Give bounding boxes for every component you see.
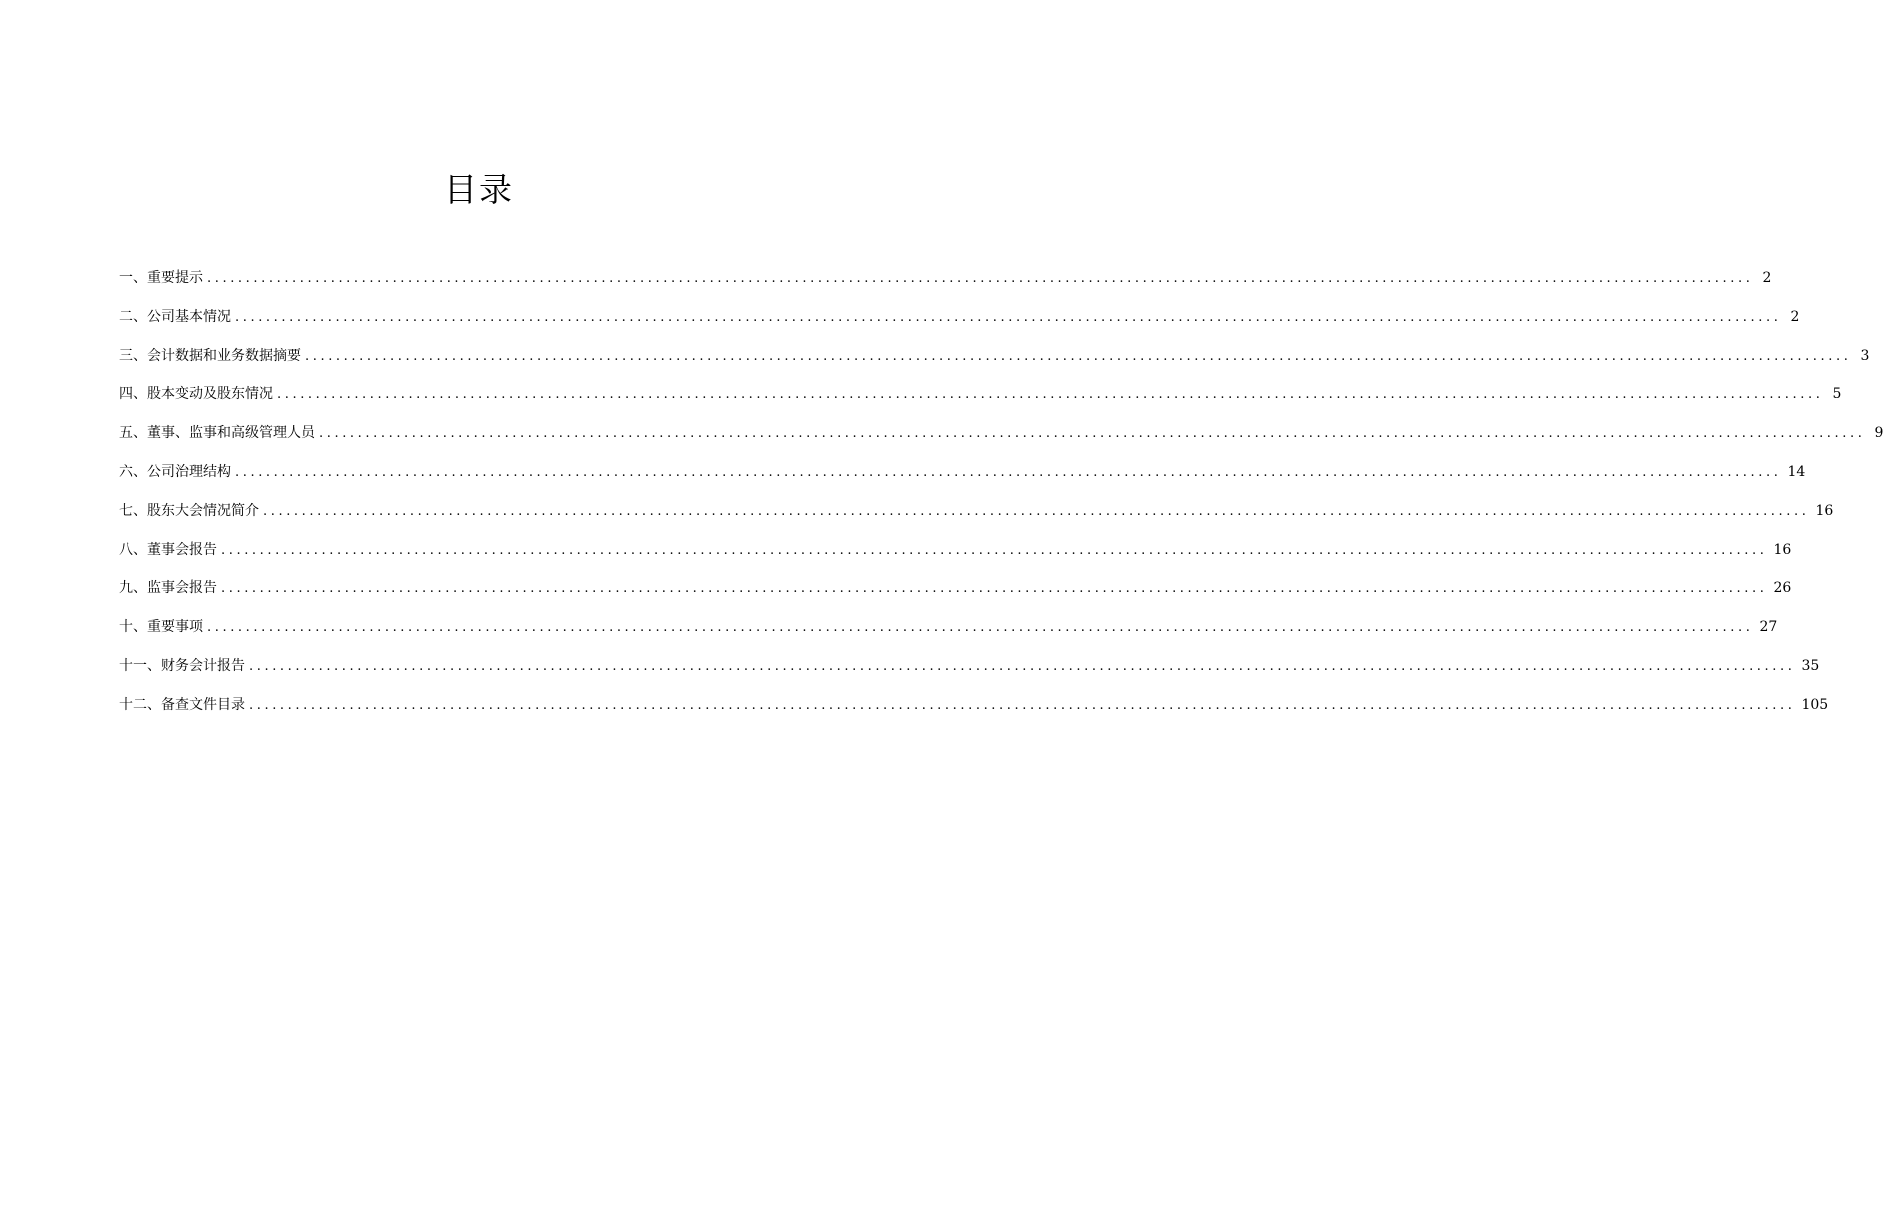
toc-entry-label: 三、会计数据和业务数据摘要 xyxy=(119,347,301,364)
toc-dot-leader: ........................................................................................................................................................................................................ xyxy=(207,620,1754,636)
toc-entry-page: 2 xyxy=(1790,308,1800,325)
toc-entry-page: 35 xyxy=(1801,657,1820,674)
toc-dot-leader: ........................................................................................................................................................................................................ xyxy=(263,503,1810,519)
toc-dot-leader: ........................................................................................................................................................................................................ xyxy=(277,387,1824,403)
toc-entry-page: 16 xyxy=(1815,502,1834,519)
toc-entry[interactable] xyxy=(119,264,1772,303)
toc-entry-label: 九、监事会报告 xyxy=(119,580,217,597)
toc-entry[interactable] xyxy=(119,419,1883,458)
toc-dot-leader: ........................................................................................................................................................................................................ xyxy=(221,581,1768,597)
toc-entry-label: 一、重要提示 xyxy=(119,270,203,286)
toc-entry[interactable] xyxy=(119,652,1820,691)
toc-dot-leader: ........................................................................................................................................................................................................ xyxy=(319,426,1866,442)
toc-entry[interactable] xyxy=(119,536,1792,575)
page-title: 目录 xyxy=(444,170,514,209)
toc-entry-page: 14 xyxy=(1787,463,1806,480)
toc-entry[interactable] xyxy=(119,303,1800,342)
toc-dot-leader: ........................................................................................................................................................................................................ xyxy=(249,658,1796,674)
toc-entry-page: 27 xyxy=(1759,619,1778,636)
toc-entry-label: 六、公司治理结构 xyxy=(119,463,231,480)
toc-dot-leader: ........................................................................................................................................................................................................ xyxy=(305,348,1852,364)
toc-entry[interactable] xyxy=(119,691,1829,730)
toc-entry[interactable] xyxy=(119,458,1806,497)
toc-dot-leader: ........................................................................................................................................................................................................ xyxy=(221,542,1768,558)
toc-dot-leader: ........................................................................................................................................................................................................ xyxy=(235,464,1782,480)
toc-entry-page: 105 xyxy=(1801,696,1829,713)
toc-entry-label: 十二、备查文件目录 xyxy=(119,696,245,713)
table-of-contents xyxy=(119,264,1883,730)
toc-entry-label: 四、股本变动及股东情况 xyxy=(119,386,273,403)
toc-entry[interactable] xyxy=(119,380,1842,419)
toc-entry-label: 十、重要事项 xyxy=(119,619,203,636)
toc-entry[interactable] xyxy=(119,574,1792,613)
toc-entry-page: 26 xyxy=(1773,580,1792,597)
toc-entry-label: 五、董事、监事和高级管理人员 xyxy=(119,425,315,442)
toc-entry[interactable] xyxy=(119,613,1778,652)
toc-entry[interactable] xyxy=(119,497,1834,536)
toc-entry-page: 5 xyxy=(1832,386,1842,403)
toc-dot-leader: ........................................................................................................................................................................................................ xyxy=(235,309,1782,325)
toc-dot-leader: ........................................................................................................................................................................................................ xyxy=(207,271,1754,286)
toc-entry-page: 9 xyxy=(1874,425,1883,442)
toc-entry[interactable] xyxy=(119,342,1870,381)
toc-entry-page: 3 xyxy=(1860,347,1870,364)
toc-entry-label: 八、董事会报告 xyxy=(119,541,217,558)
toc-entry-label: 七、股东大会情况简介 xyxy=(119,502,259,519)
toc-entry-label: 十一、财务会计报告 xyxy=(119,657,245,674)
toc-dot-leader: ........................................................................................................................................................................................................ xyxy=(249,697,1796,713)
toc-entry-page: 16 xyxy=(1773,541,1792,558)
toc-entry-page: 2 xyxy=(1762,270,1772,286)
toc-entry-label: 二、公司基本情况 xyxy=(119,308,231,325)
